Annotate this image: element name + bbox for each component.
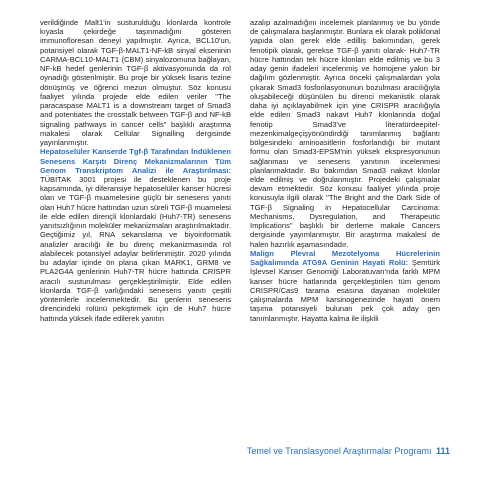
right-paragraph-continued: azalıp azalmadığını incelemek planlanmış ve bu yönde de çalışmalara başlanmıştır. Bunlara ek olarak poliklonal yapıda olan gerek elde edilliş bakımından, gerek fenotipik olarak, gerekse TGF-β yanıtı olarak- Huh7-TR hücre hattından tek hücre klonları elde edilmiş ve bu 3 aday genin ifadeleri incelenmiş ve homojene yakın bir dağılım gözlenmiştir. Ayrıca önceki çalışmalardan yola çıkarak Smad3 fosforilasyonunun bozulması aracılığıyla oluşabileceği düşünülen bu direnci mekanistik olarak daha iyi açıklayabilmek için yine CRISPR aracılığıyla elde edilen Smad3 nakavt Huh7 klonlarında doğal fenotip Smad3've literatürdeepitel-mezenkimalgeçişyönündirdiği tanımlanmış bağlantı bölgesindeki aminoasitlerin fosforlandığı bir mutant formu olan Smad3-EPSM'nin yüksek ekspresyonunun sağlanması ve senesens yanıtının incelenmesi planlanmaktadır. Bu bakımdan Smad3 nakavt klonlar elde edilmiş ve doğrulanmıştır. Projedeki çalışmalar devam etmektedir. Söz konusu faaliyet yılında proje konusuyla ilgili olarak "The Bright and the Dark Side of TGF-β Signaling in Hepatocellular Carcinoma: Mechanisms, Dysregulation, and Therapeutic Implications" başlıklı bir derleme makale Cancers dergisinde yayımlanmıştır. Bir araştırma makalesi de halen hazırlık aşamasındadır. bbox=[250, 18, 440, 249]
right-column bbox=[250, 18, 440, 327]
section-body-hcc-senescence: TÜBİTAK 3001 projesi ile desteklenen bu proje kapsamında, iyi diferansiye hepatoselüler kanser hücresi olan ve TGF-β muamelesine güçlü bir senesens yanıtı olan Huh7 hücre hattından uzun süreli TGF-β muamelesi ile elde edilen dirençli klonlardaki (Huh7-TR) senesens yanıtsızlığının moleküler mekanizmaları araştırılmaktadır. Geçtiğimiz yıl, RNA sekanslama ve biyoinformatik analizler aracılığı ile bu direnç mekanizmasında rol alabilecek potansiyel adaylar belirlenmiştir. 2020 yılında bu adaylar içinde ön plana çıkan MARK1, GRM8 ve PLA2G4A genlerinin Huh7-TR hücre hattında CRISPR aracılı susturulması gerçekleştirilmiştir. Elde edilen klonlarda TGF-β varlığındaki senesens yanıtı çeşitli yöntemlerle incelenmektedir. Bu genlerin senesens direncindeki rolünü pekiştirmek için de Huh7 hücre hattında yüksek ifade edilerek yanıtın bbox=[40, 174, 231, 323]
right-section-2 bbox=[250, 249, 440, 323]
footer-section-title: Temel ve Translasyonel Araştırmalar Programı bbox=[246, 446, 432, 456]
section-body-mesothelioma: Şemtürk İşlevsel Kanser Genomiği Laboratuvarı'nda farklı MPM kanser hücre hatlarında gerçekleştirilen tüm genom CRISPR/Cas9 tarama esasına dayanan moleküler çalışmalarda MPM karsinogenezinde hayati önem taşıma potansiyeli bulunan pek çok aday gen tanımlanmıştır. Hayatta kalma ile ilişkili bbox=[250, 258, 441, 323]
left-column bbox=[40, 18, 231, 327]
section-heading-mesothelioma: Malign Plevral Mezotelyoma Hücrelerinin Sağkalımında ATG9A Geninin Hayati Rolü: bbox=[250, 248, 440, 268]
page-number: 111 bbox=[435, 446, 450, 456]
section-heading-hcc-senescence: Hepatoselüler Kanserde Tgf-β Tarafından İndüklenen Senesens Karşıtı Direnç Mekanizmalarının Tüm Genom Transkriptom Analizi ile Araştırılması: bbox=[40, 147, 231, 175]
left-section-2 bbox=[40, 147, 231, 322]
page-footer bbox=[0, 446, 450, 457]
left-paragraph-continued: verildiğinde Malt1'in susturulduğu klonlarda kontrole kıyasla çekirdeğe taşınmadığını gösteren immunofloresan deneyi yapılmıştır. Ayrıca, BCL10'un, potansiyel olarak TGF-β-MALT1-NF-kB sinyal ekseninin CARMA-BCL10-MALT1 (CBM) sinyalozomuna bağlayan, NF-kB hedef genlerinin TGF-β aktivasyonunda da rol oynadığı gösterilmiştir. Bu proje bir yüksek lisans tezine dönüşmüş ve öğrenci mezun olmuştur. Söz konusu faaliyet yılında projede elde edilen veriler "The paracaspase MALT1 is a downstream target of Smad3 and potentiates the crosstalk between TGF-β and NF-kB signaling pathways in cancer cells" başlıklı araştırma makalesi olarak Cellular Signalling dergisinde yayınlanmıştır. bbox=[40, 18, 231, 148]
